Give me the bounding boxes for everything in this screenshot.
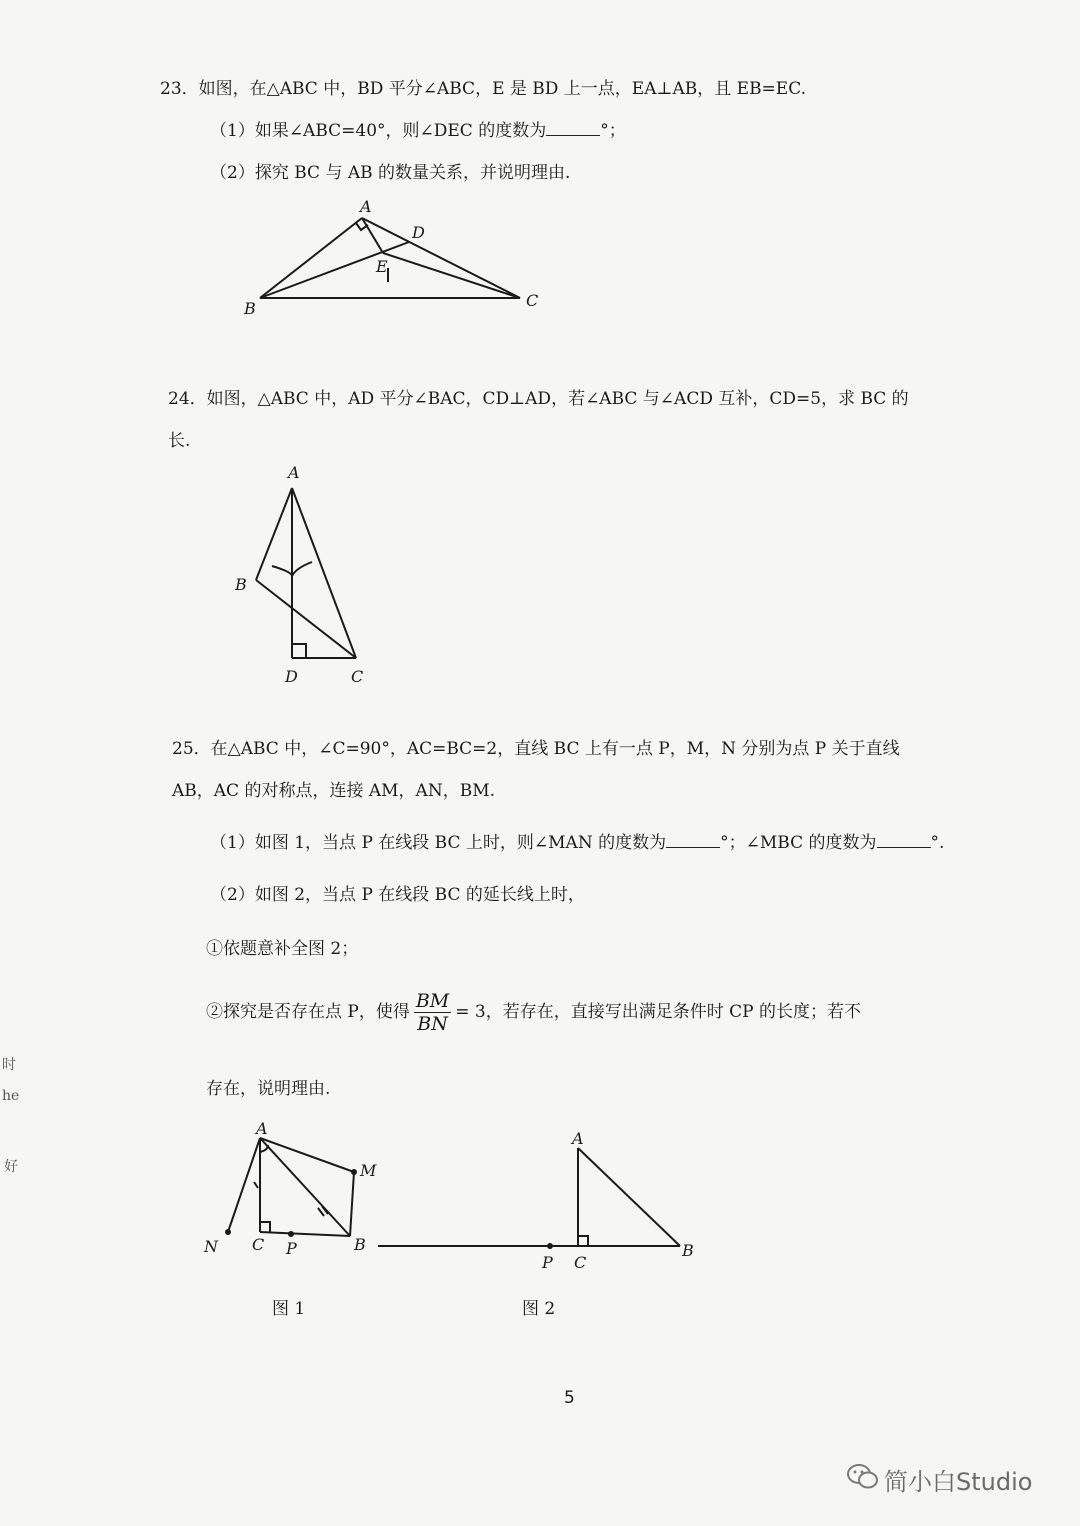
fig1-label-N: N [204,1237,218,1256]
edge-mark-3: 好 [4,1159,18,1175]
q25-part1-mid: °；∠MBC 的度数为 [720,833,877,853]
q25-stem-line2: AB，AC 的对称点，连接 AM，AN，BM. [172,781,495,801]
q23-part1-text: （1）如果∠ABC=40°，则∠DEC 的度数为 [210,121,547,141]
fig2-label-A: A [572,1129,584,1148]
fig1-caption: 图 1 [272,1299,306,1319]
q23-part2: （2）探究 BC 与 AB 的数量关系，并说明理由. [210,163,571,183]
q23-stem: 23．如图，在△ABC 中，BD 平分∠ABC，E 是 BD 上一点，EA⊥AB，且 EB=EC. [160,79,807,99]
q24-stem: 24．如图，△ABC 中，AD 平分∠BAC，CD⊥AD，若∠ABC 与∠ACD 互补，CD=5，求 BC 的 [168,389,909,409]
q23-label-A: A [360,197,372,216]
fig2-label-P: P [542,1253,553,1272]
q23-label-D: D [412,223,425,242]
q25-part1-unit: °. [930,833,945,853]
q24-label-C: C [351,667,364,686]
q24-label-B: B [235,575,247,594]
q24-label-A: A [288,463,300,482]
fig1-label-A: A [256,1119,268,1138]
q23-label-E: E [376,257,388,276]
q25-part2: （2）如图 2，当点 P 在线段 BC 的延长线上时， [210,885,585,905]
fig1-label-P: P [286,1239,297,1258]
q23-label-C: C [526,291,539,310]
edge-mark-1: 时 [2,1057,16,1073]
fig2-label-C: C [574,1253,587,1272]
q25-step2-text: ②探究是否存在点 P，使得 [206,1002,410,1022]
q25-part1-text: （1）如图 1，当点 P 在线段 BC 上时，则∠MAN 的度数为 [210,833,667,853]
q25-fraction-denominator: BN [417,1013,448,1035]
q23-part1-unit: °； [600,121,626,141]
fig2-caption: 图 2 [522,1299,556,1319]
q23-label-B: B [244,299,256,318]
page-number: 5 [564,1388,575,1408]
edge-mark-2: he [2,1088,20,1104]
q25-step2-line2: 存在，说明理由. [206,1079,331,1099]
q25-step1: ①依题意补全图 2； [206,939,359,959]
fig1-label-C: C [252,1235,265,1254]
q25-step2-tail: = 3，若存在，直接写出满足条件时 CP 的长度；若不 [455,1002,861,1022]
fig1-label-M: M [360,1161,377,1180]
q25-fraction-numerator: BM [415,990,450,1012]
watermark-text: 简小白Studio [884,1468,1033,1496]
fig2-label-B: B [682,1241,694,1260]
q24-label-D: D [285,667,298,686]
q25-stem: 25．在△ABC 中，∠C=90°，AC=BC=2，直线 BC 上有一点 P，M，N 分别为点 P 关于直线 [172,739,900,759]
fig1-label-B: B [354,1235,366,1254]
wechat-icon [846,1462,880,1492]
q24-stem-line2: 长. [168,431,191,451]
